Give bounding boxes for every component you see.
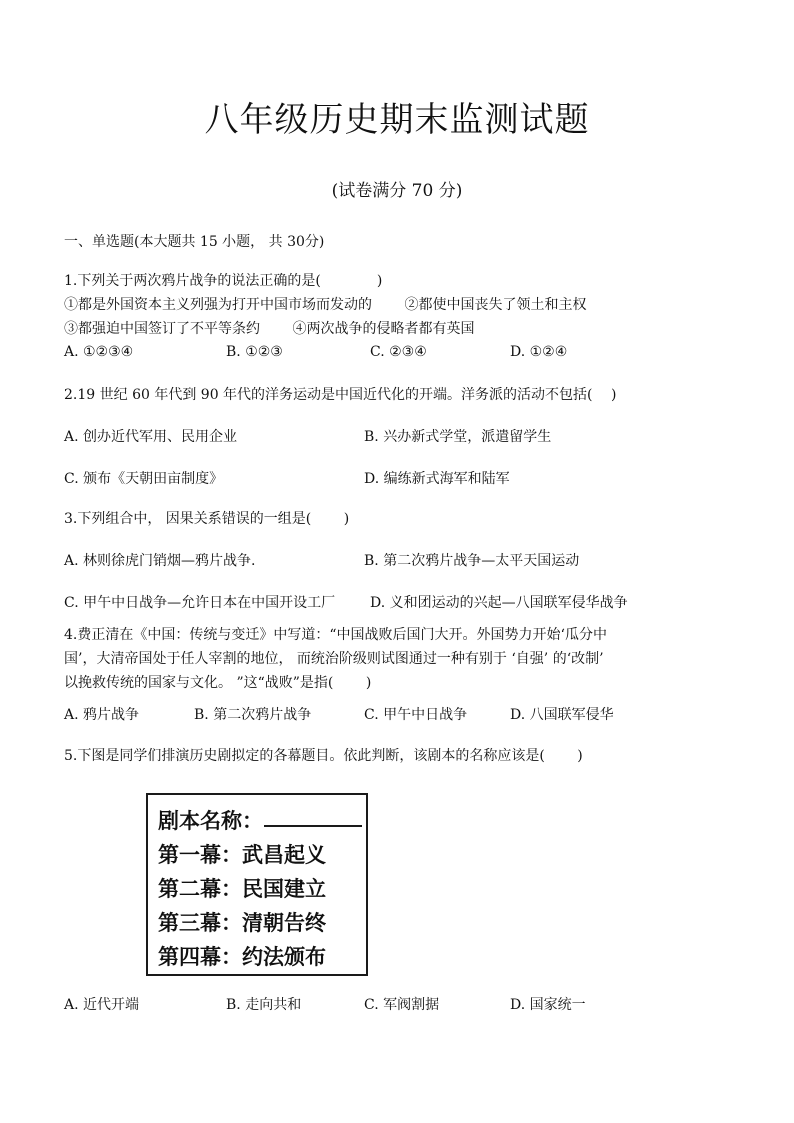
play-name-label: 剧本名称： [158, 809, 263, 833]
page-title: 八年级历史期末监测试题 [204, 100, 590, 140]
question-2-stem: 2.19 世纪 60 年代到 90 年代的洋务运动是中国近代化的开端。洋务派的活动不包括( ) [64, 387, 617, 403]
question-3-option-a: A. 林则徐虎门销烟—鸦片战争. [64, 553, 256, 569]
question-3-option-c: C. 甲午中日战争—允许日本在中国开设工厂 [64, 595, 336, 611]
question-1-option-d: D. ①②④ [510, 344, 568, 360]
question-1-statement-1: ①都是外国资本主义列强为打开中国市场而发动的 ②都使中国丧失了领土和主权 [64, 297, 587, 313]
question-5-option-d: D. 国家统一 [510, 997, 586, 1013]
question-3-option-d: D. 义和团运动的兴起—八国联军侵华战争 [370, 595, 628, 611]
question-1-statement-2: ③都强迫中国签订了不平等条约 ④两次战争的侵略者都有英国 [64, 321, 475, 337]
question-4-stem-line-3: 以挽救传统的国家与文化。 ”这“战败”是指( ) [64, 675, 372, 691]
question-4-option-a: A. 鸦片战争 [64, 707, 140, 723]
question-1-option-c: C. ②③④ [370, 344, 427, 360]
act-2: 第二幕：民国建立 [158, 877, 326, 901]
act-3: 第三幕：清朝告终 [158, 911, 326, 935]
question-2-option-d: D. 编练新式海军和陆军 [364, 471, 510, 487]
question-3-stem: 3.下列组合中， 因果关系错误的一组是( ) [64, 511, 350, 527]
question-4-option-c: C. 甲午中日战争 [364, 707, 468, 723]
question-2-option-a: A. 创办近代军用、民用企业 [64, 429, 238, 445]
question-5-stem: 5.下图是同学们排演历史剧拟定的各幕题目。依此判断，该剧本的名称应该是( ) [64, 748, 583, 764]
question-2-option-b: B. 兴办新式学堂，派遣留学生 [364, 429, 552, 445]
question-1-stem: 1.下列关于两次鸦片战争的说法正确的是( ) [64, 273, 383, 289]
score-note: (试卷满分 70 分) [331, 181, 463, 201]
act-4: 第四幕：约法颁布 [158, 945, 326, 969]
play-title-card [146, 793, 368, 976]
question-3-option-b: B. 第二次鸦片战争—太平天国运动 [364, 553, 580, 569]
question-5-option-b: B. 走向共和 [226, 997, 302, 1013]
act-1: 第一幕：武昌起义 [158, 843, 326, 867]
question-4-stem-line-1: 4.费正清在《中国：传统与变迁》中写道：“中国战败后国门大开。外国势力开始‘瓜分中 [64, 627, 607, 643]
question-5-option-c: C. 军阀割据 [364, 997, 440, 1013]
question-2-option-c: C. 颁布《天朝田亩制度》 [64, 471, 224, 487]
question-4-stem-line-2: 国’，大清帝国处于任人宰割的地位， 而统治阶级则试图通过一种有别于 ‘自强’ 的‘改制’ [64, 651, 604, 667]
question-4-option-d: D. 八国联军侵华 [510, 707, 614, 723]
question-1-option-b: B. ①②③ [226, 344, 283, 360]
question-5-option-a: A. 近代开端 [64, 997, 140, 1013]
question-4-option-b: B. 第二次鸦片战争 [194, 707, 312, 723]
play-name-blank [264, 825, 362, 827]
section-heading: 一、单选题(本大题共 15 小题， 共 30分) [64, 234, 325, 250]
question-1-option-a: A. ①②③④ [64, 344, 134, 360]
